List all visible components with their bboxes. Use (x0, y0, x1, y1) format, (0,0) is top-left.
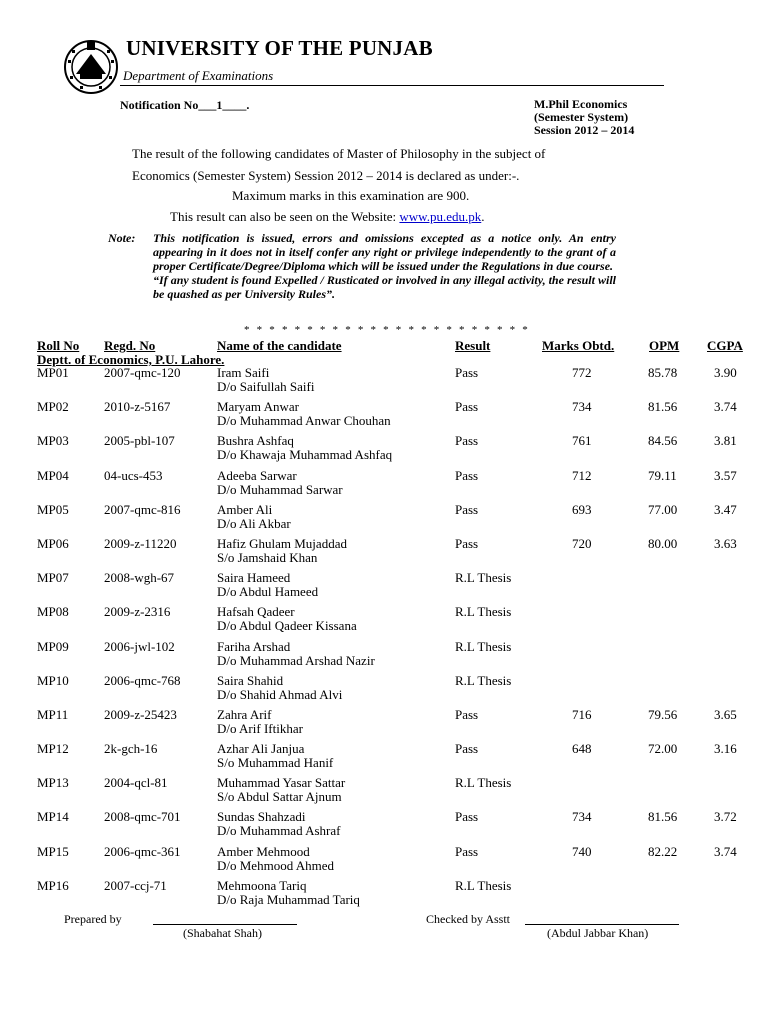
table-row (0, 639, 770, 673)
note-paragraph: This notification is issued, errors and omissions excepted as a notice only. An entry appearing in it does not in itself confer any right or privilege independently to the grant of a proper Certificate/Degree/Diploma which will be issued under the Regulations in due course. (153, 231, 616, 273)
marks: 740 (572, 843, 592, 859)
results-table (0, 365, 770, 912)
department-line: Deptt. of Economics, P.U. Lahore. (37, 352, 225, 367)
regd-no: 2k-gch-16 (104, 741, 158, 757)
regd-no: 2006-qmc-361 (104, 843, 181, 859)
regd-no: 2009-z-25423 (104, 706, 177, 722)
parent-name: D/o Abdul Qadeer Kissana (217, 618, 357, 634)
roll-no: MP16 (37, 877, 69, 893)
cgpa: 3.63 (714, 535, 737, 551)
candidate-name: Maryam Anwar (217, 399, 299, 415)
regd-no: 2008-wgh-67 (104, 570, 175, 586)
roll-no: MP15 (37, 843, 69, 859)
candidate-name: Saira Shahid (217, 672, 284, 688)
table-row (0, 399, 770, 433)
checked-signature-line (525, 924, 679, 925)
candidate-name: Iram Saifi (217, 365, 270, 380)
candidate-name: Zahra Arif (217, 706, 272, 722)
header-opm: OPM (649, 338, 680, 353)
roll-no: MP07 (37, 570, 69, 586)
roll-no: MP09 (37, 638, 69, 654)
result: R.L Thesis (455, 570, 512, 586)
opm: 84.56 (648, 433, 678, 449)
table-row (0, 468, 770, 502)
parent-name: D/o Khawaja Muhammad Ashfaq (217, 447, 393, 463)
result: R.L Thesis (455, 877, 512, 893)
cgpa: 3.90 (714, 365, 737, 380)
parent-name: D/o Saifullah Saifi (217, 379, 315, 394)
result: Pass (455, 399, 479, 415)
parent-name: D/o Raja Muhammad Tariq (217, 891, 360, 907)
prepared-by-name: (Shabahat Shah) (183, 926, 262, 940)
regd-no: 2008-qmc-701 (104, 809, 181, 825)
result: Pass (455, 467, 479, 483)
result: Pass (455, 535, 479, 551)
candidate-name: Sundas Shahzadi (217, 809, 306, 825)
roll-no: MP02 (37, 399, 69, 415)
parent-name: D/o Muhammad Ashraf (217, 823, 341, 839)
marks: 734 (572, 809, 592, 825)
opm: 79.11 (648, 467, 677, 483)
result: Pass (455, 843, 479, 859)
parent-name: D/o Ali Akbar (217, 515, 291, 531)
roll-no: MP05 (37, 501, 69, 517)
roll-no: MP08 (37, 604, 69, 620)
website-line (170, 209, 485, 225)
result: Pass (455, 365, 479, 380)
table-row (0, 809, 770, 843)
website-suffix: . (481, 209, 485, 224)
program-info (534, 98, 634, 137)
opm: 81.56 (648, 809, 678, 825)
marks: 712 (572, 467, 592, 483)
result: R.L Thesis (455, 775, 512, 791)
regd-no: 2006-qmc-768 (104, 672, 181, 688)
result: R.L Thesis (455, 638, 512, 654)
parent-name: D/o Abdul Hameed (217, 584, 319, 600)
parent-name: S/o Abdul Sattar Ajnum (217, 789, 342, 805)
marks: 648 (572, 741, 592, 757)
header-cgpa: CGPA (707, 338, 743, 353)
parent-name: D/o Mehmood Ahmed (217, 857, 334, 873)
regd-no: 04-ucs-453 (104, 467, 163, 483)
result: Pass (455, 501, 479, 517)
parent-name: D/o Muhammad Sarwar (217, 481, 343, 497)
result: Pass (455, 809, 479, 825)
department-name: Department of Examinations (123, 68, 274, 83)
note-text (153, 231, 616, 301)
table-row (0, 365, 770, 399)
table-row (0, 878, 770, 912)
candidate-name: Muhammad Yasar Sattar (217, 775, 346, 791)
result: Pass (455, 741, 479, 757)
candidate-name: Bushra Ashfaq (217, 433, 294, 449)
opm: 79.56 (648, 706, 678, 722)
checked-by-name: (Abdul Jabbar Khan) (547, 926, 649, 940)
marks: 716 (572, 706, 592, 722)
parent-name: S/o Muhammad Hanif (217, 755, 334, 771)
marks: 734 (572, 399, 592, 415)
parent-name: D/o Shahid Ahmad Alvi (217, 686, 343, 702)
table-row (0, 502, 770, 536)
cgpa: 3.72 (714, 809, 737, 825)
table-row (0, 673, 770, 707)
opm: 72.00 (648, 741, 678, 757)
table-row (0, 570, 770, 604)
candidate-name: Mehmoona Tariq (217, 877, 307, 893)
result: R.L Thesis (455, 604, 512, 620)
candidate-name: Fariha Arshad (217, 638, 291, 654)
table-row (0, 707, 770, 741)
note-label: Note: (108, 231, 136, 245)
marks: 761 (572, 433, 592, 449)
roll-no: MP11 (37, 706, 69, 722)
header-regd-no: Regd. No (104, 338, 156, 353)
roll-no: MP04 (37, 467, 69, 483)
roll-no: MP13 (37, 775, 69, 791)
result: Pass (455, 706, 479, 722)
cgpa: 3.74 (714, 399, 737, 415)
cgpa: 3.74 (714, 843, 737, 859)
regd-no: 2007-ccj-71 (104, 877, 167, 893)
marks: 720 (572, 535, 592, 551)
opm: 82.22 (648, 843, 678, 859)
regd-no: 2009-z-11220 (104, 535, 177, 551)
roll-no: MP10 (37, 672, 69, 688)
regd-no: 2007-qmc-120 (104, 365, 181, 380)
intro-line: The result of the following candidates of Master of Philosophy in the subject of (132, 146, 546, 161)
candidate-name: Amber Mehmood (217, 843, 310, 859)
table-row (0, 604, 770, 638)
regd-no: 2004-qcl-81 (104, 775, 168, 791)
parent-name: D/o Arif Iftikhar (217, 720, 303, 736)
regd-no: 2009-z-2316 (104, 604, 171, 620)
header-candidate-name: Name of the candidate (217, 338, 342, 353)
prepared-by-label: Prepared by (64, 912, 122, 926)
website-link[interactable]: www.pu.edu.pk (399, 209, 482, 224)
regd-no: 2005-pbl-107 (104, 433, 175, 449)
checked-by-label: Checked by Asstt (426, 912, 510, 926)
candidate-name: Hafsah Qadeer (217, 604, 295, 620)
table-row (0, 536, 770, 570)
regd-no: 2010-z-5167 (104, 399, 171, 415)
parent-name: S/o Jamshaid Khan (217, 549, 318, 565)
intro-line: Economics (Semester System) Session 2012 – 2014 is declared as under:-. (132, 168, 520, 183)
roll-no: MP12 (37, 741, 69, 757)
candidate-name: Hafiz Ghulam Mujaddad (217, 535, 347, 551)
notification-number: Notification No___1____. (120, 98, 250, 112)
header-result: Result (455, 338, 491, 353)
candidate-name: Amber Ali (217, 501, 273, 517)
parent-name: D/o Muhammad Arshad Nazir (217, 652, 375, 668)
marks: 693 (572, 501, 592, 517)
cgpa: 3.65 (714, 706, 737, 722)
header-roll-no: Roll No (37, 338, 80, 353)
regd-no: 2006-jwl-102 (104, 638, 175, 654)
candidate-name: Adeeba Sarwar (217, 467, 297, 483)
university-logo (62, 36, 120, 96)
header-marks: Marks Obtd. (542, 338, 615, 353)
note-paragraph: “If any student is found Expelled / Rusticated or involved in any illegal activity, the result will be quashed as per University Rules”. (153, 273, 616, 301)
result: R.L Thesis (455, 672, 512, 688)
regd-no: 2007-qmc-816 (104, 501, 181, 517)
cgpa: 3.81 (714, 433, 737, 449)
program-line: Session 2012 – 2014 (534, 123, 635, 137)
separator-stars: * * * * * * * * * * * * * * * * * * * * * * * (244, 324, 530, 336)
table-row (0, 741, 770, 775)
table-row (0, 433, 770, 467)
candidate-name: Azhar Ali Janjua (217, 741, 305, 757)
program-line: (Semester System) (534, 110, 629, 124)
opm: 85.78 (648, 365, 678, 380)
cgpa: 3.47 (714, 501, 737, 517)
roll-no: MP01 (37, 365, 69, 380)
table-row (0, 775, 770, 809)
roll-no: MP14 (37, 809, 69, 825)
program-line: M.Phil Economics (534, 97, 628, 111)
university-title: UNIVERSITY OF THE PUNJAB (126, 36, 433, 60)
cgpa: 3.16 (714, 741, 737, 757)
table-row (0, 844, 770, 878)
header-divider (120, 85, 664, 86)
roll-no: MP03 (37, 433, 69, 449)
opm: 80.00 (648, 535, 678, 551)
roll-no: MP06 (37, 535, 69, 551)
cgpa: 3.57 (714, 467, 737, 483)
parent-name: D/o Muhammad Anwar Chouhan (217, 413, 391, 429)
candidate-name: Saira Hameed (217, 570, 291, 586)
result: Pass (455, 433, 479, 449)
website-prefix: This result can also be seen on the Website: (170, 209, 400, 224)
opm: 77.00 (648, 501, 678, 517)
opm: 81.56 (648, 399, 678, 415)
max-marks-line: Maximum marks in this examination are 900. (232, 188, 470, 203)
marks: 772 (572, 365, 592, 380)
prepared-signature-line (153, 924, 297, 925)
